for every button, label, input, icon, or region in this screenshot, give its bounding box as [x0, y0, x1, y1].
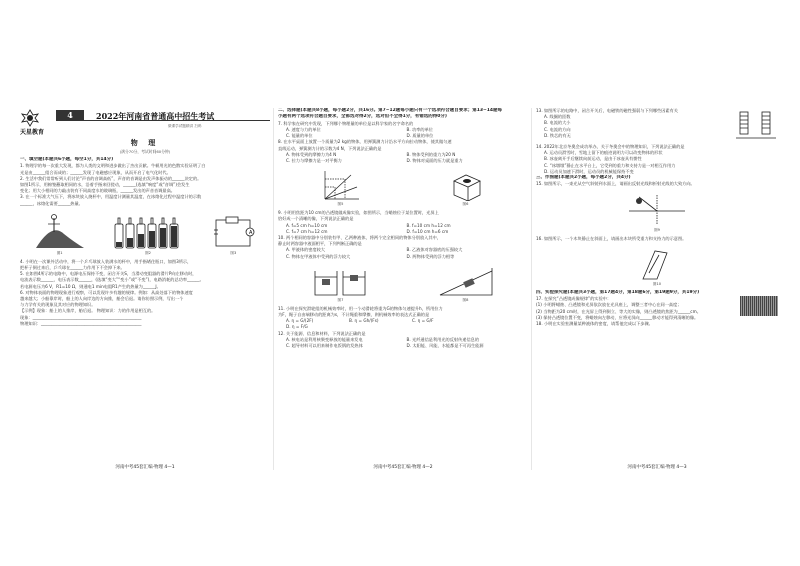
exam-title: 2022年河南省普通高中招生考试 [96, 111, 215, 121]
option: C. 物体在甲液体中受到的浮力较大 [286, 253, 351, 259]
options [278, 152, 528, 164]
logo-text: 天星教育 [20, 129, 45, 136]
figure-caption: 图5 [337, 202, 344, 207]
option: C. 能量的单位 [286, 133, 313, 139]
paper-number-badge: 4 [56, 110, 84, 121]
subject-title: 物 理 [130, 138, 160, 147]
question-line: 光是由______组合而成的；______发现了电磁感应现象，从而开启了电气化时代。 [20, 169, 171, 175]
question-line: 若电源电压为6 V，R1=10 Ω，则通电1 min电阻R1产生的热量为______J。 [20, 283, 161, 289]
column-divider [273, 108, 274, 470]
question-line: 与力学有关的现象及其对应的物理知识。 [20, 302, 96, 308]
question-line: 如图1所示，用棉签蘸取相同的水，沿着手指来回搓动，______(选填“响度”或“音调”)会发生 [20, 182, 190, 188]
option: B. 光纤通信是利用光的反射传递信息的 [406, 336, 480, 342]
header-subnote: 微课学试题精讲 扫码 [168, 124, 202, 128]
question-line: 13. 如图所示的电路中，闭合开关后，电磁铁的磁性强弱与下列哪些因素有关 [536, 108, 678, 113]
question-line: 直线运动，弹簧测力计的示数为4 N，下列说法正确的是 [278, 145, 382, 151]
option: D. 物体对桌面的压力就是重力 [406, 158, 463, 164]
option: A. 线圈的匝数 [544, 114, 571, 120]
figure [210, 212, 256, 256]
svg-text:A: A [249, 229, 253, 236]
option: C. “冰墩墩”静止在水平台上，它受到的重力和支持力是一对相互作用力 [544, 162, 676, 168]
column-1 [20, 108, 270, 470]
figure [438, 267, 494, 303]
option: C. 拉力与摩擦力是一对平衡力 [286, 158, 342, 164]
options [278, 247, 528, 259]
option: A. 核电站是利用核聚变释放的能量来发电 [286, 336, 363, 342]
figure-caption: 图2 [145, 250, 151, 255]
option: C. 电流的方向 [544, 126, 571, 132]
hill-figure-icon [34, 212, 86, 250]
option: B. 功率的单位 [406, 127, 433, 133]
page-footer: 河南中考45套汇编·物理 4—2 [373, 465, 433, 470]
option: D. 两物体受到的浮力相等 [406, 253, 455, 259]
question-text [536, 108, 734, 144]
electromagnet-figure-icon [734, 108, 778, 144]
option: D. η = F/G [286, 324, 308, 330]
figure-row [278, 167, 528, 207]
option: B. f=10 cm h=12 cm [406, 222, 451, 228]
answer-line[interactable]: 物理知识：________________________________________________ [20, 320, 142, 326]
question-line: 14. 2022年北京冬奥会成功举办，关于冬奥会中的物理知识，下列说法正确的是 [536, 144, 685, 149]
question-line: 17. 在探究“凸透镜成像规律”的实验中： [536, 296, 612, 302]
question-line: 把杯子倒过来后，乒乓球在______力作用下不会掉下来。 [20, 265, 125, 271]
question-line: 【示例】现象：船上的人推岸，船后退。 物理知识：力的作用是相互的。 [20, 308, 156, 314]
option: D. 铁芯的有无 [544, 132, 571, 138]
question-line: 6. 对物体表面的物理现象进行观察，可以发现许多有趣的规律。例如：从高处落下的物体速度 [20, 289, 193, 295]
option: D. f=10 cm h=6 cm [406, 228, 449, 234]
option: B. 乙液体对容器底的压强较大 [406, 247, 463, 253]
page-footer: 河南中考45套汇编·物理 4—1 [115, 465, 175, 470]
options [278, 318, 528, 330]
question-line: 7. 科学家在研究中发现，下列哪个物理量的单位是以科学家的名字命名的 [278, 120, 414, 126]
exam-sheet [20, 108, 778, 470]
question-line: 为F，绳子自由端移动的距离为s，不计绳重和摩擦，则机械效率的表达式正确的是 [278, 312, 430, 318]
question-line: 18. 小明在实验室测量某种液体的密度，请帮他完成以下步骤。 [536, 321, 653, 327]
block-on-incline-figure-icon [637, 247, 677, 281]
option: A. 运动员滑雪时，雪地上留下的痕迹说明力可以改变物体的形状 [544, 150, 663, 156]
figure-caption: 图3 [230, 250, 237, 255]
option: A. f=5 cm h=10 cm [286, 222, 328, 228]
question-line: (3) 保持凸透镜位置不变，将蜡烛向左移动，应将光屏向______移动才能得到清晰的像。 [536, 314, 699, 320]
figure [321, 169, 361, 207]
figure-row [536, 191, 778, 233]
question-line: 静止时两容器中液面相平，下列判断正确的是 [278, 241, 362, 247]
option: D. 太阳能、风能、水能都是不可再生能源 [406, 343, 484, 349]
answer-line[interactable]: 现象：____________________________________________________ [20, 314, 142, 320]
question-line: 10. 两个相同的容器中分别装有甲、乙两种液体，将两个完全相同的物体分别放入其中， [278, 235, 441, 241]
figure-row [278, 263, 528, 303]
options [278, 127, 528, 139]
option: B. η = Gh/(Fs) [349, 318, 379, 324]
section-heading: 三、作图题(本题共2小题，每小题2分，共4分) [536, 175, 631, 181]
option: D. 运动员加速下滑时，运动员的机械能保持不变 [544, 168, 634, 174]
question-line: 4. 小明在一次课外活动中，将一个乒乓球放入装满水的杯中，用手指堵住瓶口，如图3所示， [20, 258, 192, 264]
section-heading: 四、实验探究题(本题共3小题，第17题4分，第18题6分，第19题9分，共19分) [536, 289, 700, 295]
column-3 [536, 108, 778, 470]
circuit-figure-icon [210, 212, 256, 250]
options [278, 223, 528, 235]
options [278, 337, 528, 349]
figure-caption: 图1 [56, 250, 63, 255]
option: A. 甲液体的密度较大 [286, 247, 325, 253]
figure-caption: 图7 [337, 297, 344, 302]
figure-row [20, 210, 270, 256]
column-divider [531, 108, 532, 470]
section-heading: 一、填空题(本题共6小题，每空1分，共14分) [20, 157, 114, 162]
question-text [536, 296, 740, 321]
option: B. 电流的大小 [544, 120, 571, 126]
question-block [536, 108, 778, 144]
question-line: 11. 小明在探究滑轮组的机械效率时，用一个动滑轮将重为G的物体匀速提升h，所用拉力 [278, 305, 443, 311]
figure-caption: 图9 [654, 227, 660, 232]
question-line: 15. 如图所示，一束光从空气斜射到水面上，请画出反射光线和折射光线的大致方向。 [536, 181, 695, 187]
option: B. 冰壶离开手后继续向前运动，是由于冰壶具有惯性 [544, 156, 642, 162]
question-line: 恰好成一个清晰的像，下列说法正确的是 [278, 216, 354, 222]
question-line: 变化；用大小相同的力敲击装有不同高度水的玻璃瓶，______发出的声音音调最高。 [20, 188, 175, 194]
question-line: 1. 物理学的每一次重大发现，都为人类的文明和进步做出了杰出贡献。牛顿用光的色散实验证明了白 [20, 163, 206, 169]
figure [113, 212, 183, 256]
section-heading: 小题有两个选项符合题目要求，全部选对得2分，选对但不全得1分，有错选的得0分) [278, 114, 447, 120]
question-line: (1) 小明将蜡烛、凸透镜和光屏依次放在光具座上，调整三者中心在同一高度； [536, 302, 682, 308]
incline-figure-icon [438, 267, 494, 297]
exam-note: (满分70分，考试时间60分钟) [119, 149, 171, 154]
figure [446, 169, 486, 207]
figure [627, 193, 687, 233]
containers-figure-icon [313, 267, 369, 297]
figure [34, 212, 86, 256]
option: C. f=7 cm h=12 cm [286, 228, 328, 234]
option: A. η = G/(2F) [286, 318, 314, 324]
figure [637, 247, 677, 287]
question-line: 越来越大；小船靠岸时，船上的人向岸边的方向推，船会后退。请你仿照示例，写出一个 [20, 296, 184, 302]
option: A. 物体受到的摩擦力为4 N [286, 151, 337, 157]
question-line: (2) 当物距为20 cm时，在光屏上得到倒立、等大的实像，则凸透镜的焦距为______cm。 [536, 308, 701, 314]
column-2 [278, 108, 528, 470]
graph-figure-icon [321, 169, 361, 201]
figure-row [536, 245, 778, 287]
light-refraction-figure-icon [627, 193, 687, 227]
section-heading: 二、选择题(本题共8小题，每小题2分，共16分。第7~12题每小题只有一个选项符合题目要求；第13~14题每 [278, 108, 503, 113]
figure-caption: 图8 [462, 297, 469, 302]
question-line: 16. 如图所示，一个木块静止在斜面上，请画出木块所受重力和支持力的示意图。 [536, 235, 687, 241]
figure-caption: 图10 [652, 281, 662, 286]
option: C. 超导材料可以用来制作电饭锅的发热体 [286, 343, 363, 349]
question-line: 2. 生活中我们常常听到人们讨论“声音的音调高低”，声音的音调是由发声体振动的______决定的。 [20, 175, 202, 181]
question-line: 12. 关于能源、信息和材料，下列说法正确的是 [278, 330, 366, 336]
box-figure-icon [446, 169, 486, 201]
question-line: 电流表示数______，电压表示数______，(选填“变大”“变小”或“不变”)，电路消耗的总功率______。 [20, 277, 204, 283]
question-line: 5. 在如图4所示的电路中，电源电压保持不变，闭合开关S，当滑动变阻器的滑片P向左移动时， [20, 271, 197, 277]
experiment-photo [740, 296, 778, 316]
option: C. η = G/F [412, 318, 434, 324]
option: A. 速度与力的单位 [286, 127, 321, 133]
question-line: 9. 小明用焦距为10 cm的凸透镜做成像实验，如图所示，当蜡烛位于某位置时，光屏上 [278, 210, 439, 216]
option: D. 质量的单位 [406, 133, 434, 139]
figure-caption: 图6 [462, 202, 469, 207]
question-line: 3. 在一个标准大气压下，将冰块放入烧杯中，用温度计测量其温度，在冰熔化过程中温度计的示数 [20, 194, 202, 200]
question-line: ______，冰熔化需要______热量。 [20, 200, 83, 206]
page-footer: 河南中考45套汇编·物理 4—3 [627, 465, 687, 470]
question-block [536, 296, 778, 321]
bottles-figure-icon [113, 212, 183, 250]
exam-header [20, 108, 270, 136]
option: B. 物体受到的重力为20 N [406, 151, 456, 157]
question-line: 8. 在水平桌面上放置一个质量为2 kg的物体，用弹簧测力计沿水平方向拉动物体，使其做匀速 [278, 139, 452, 145]
figure [313, 267, 369, 303]
